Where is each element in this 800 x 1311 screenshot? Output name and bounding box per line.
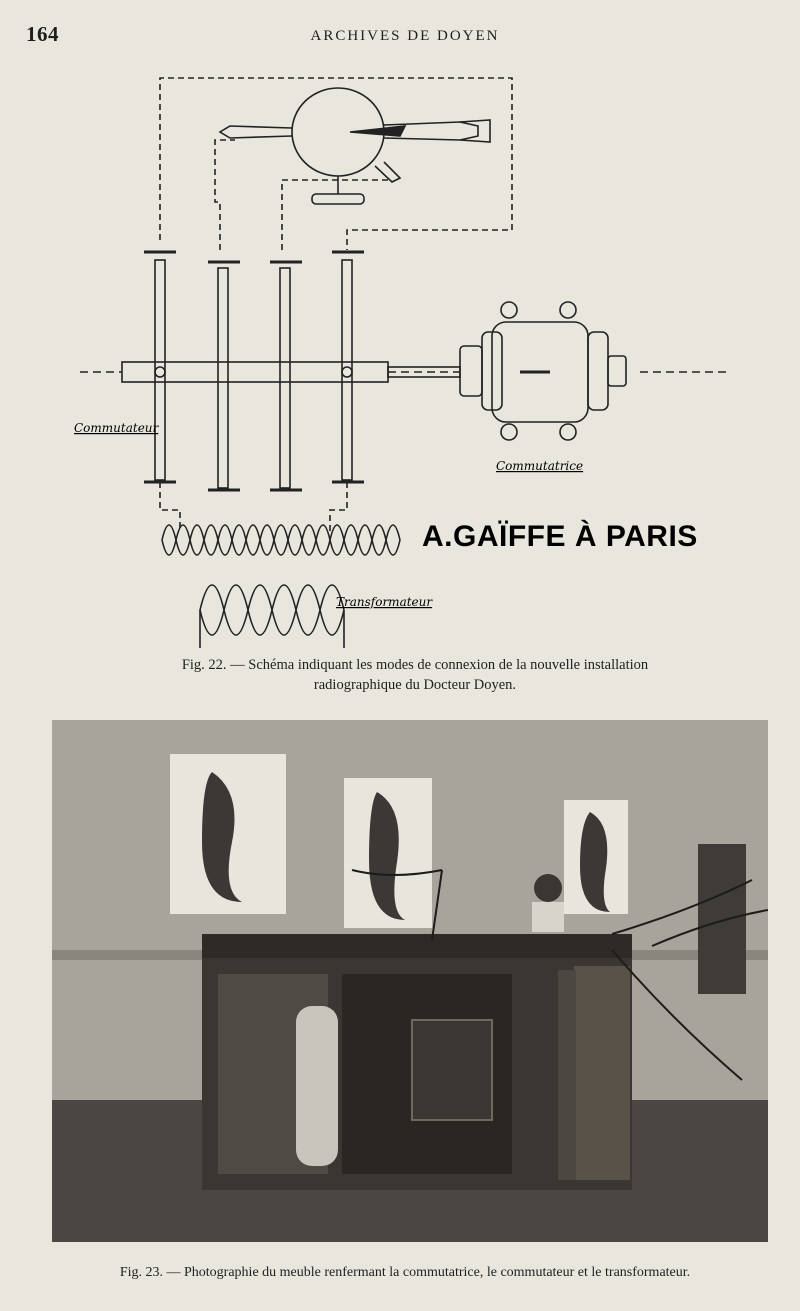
figure-22-caption-line1: Fig. 22. — Schéma indiquant les modes de connexion de la nouvelle installation xyxy=(181,657,649,673)
dashed-wire-left xyxy=(215,140,235,250)
dashed-wire-outer xyxy=(160,78,512,250)
label-commutatrice: Commutatrice xyxy=(496,459,584,473)
figure-23-caption: Fig. 23. — Photographie du meuble renfermant la commutatrice, le commutateur et le transformateur. xyxy=(119,1265,691,1280)
apparatus-cabinet-icon xyxy=(202,934,632,1190)
figure-23-photograph xyxy=(52,720,768,1242)
transformer-coil-icon xyxy=(162,525,400,648)
dashed-wire-right xyxy=(282,180,390,250)
commutator-assembly xyxy=(122,252,388,490)
page-number: 164 xyxy=(26,22,59,46)
seated-person-icon xyxy=(532,874,564,932)
running-head: ARCHIVES DE DOYEN xyxy=(310,28,500,44)
photograph-scene xyxy=(52,720,768,1242)
figure-22-caption xyxy=(100,655,730,695)
figure-22-caption-line2: radiographique du Docteur Doyen. xyxy=(313,677,517,693)
wall-chart-left-icon xyxy=(170,754,286,914)
maker-mark: A.GAÏFFE À PARIS xyxy=(422,520,698,553)
commutatrice-motor-icon xyxy=(460,302,626,440)
label-transformateur: Transformateur xyxy=(336,595,433,609)
wall-chart-right-icon xyxy=(564,800,628,914)
figure-22-schematic xyxy=(60,70,740,660)
wall-switchboard-icon xyxy=(698,844,746,994)
wall-chart-center-icon xyxy=(344,778,432,928)
label-commutateur: Commutateur xyxy=(74,421,159,435)
xray-tube-icon xyxy=(220,88,490,204)
